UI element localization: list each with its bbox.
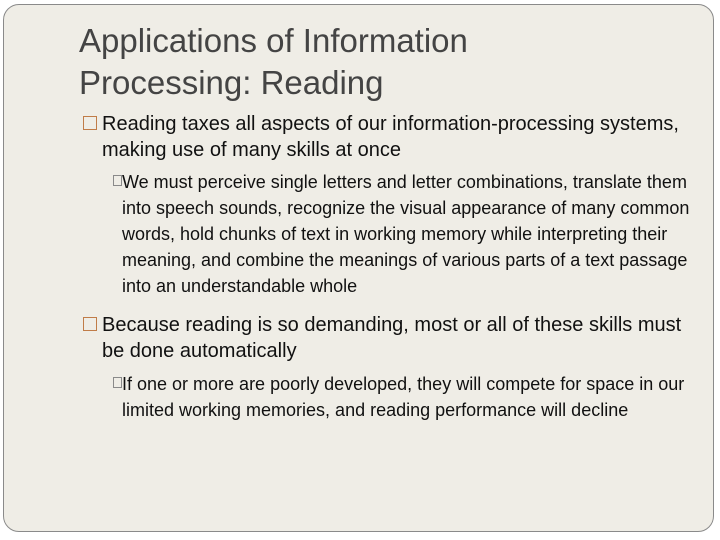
sub-bullet-item	[84, 169, 694, 299]
square-bullet-icon	[113, 377, 122, 388]
sub-bullet-item	[84, 371, 694, 423]
bullet-item	[84, 312, 694, 364]
title-line-2: Processing: Reading	[79, 64, 384, 101]
sub-bullet-text: If one or more are poorly developed, they will compete for space in our limited working memories, and reading performance will decline	[122, 374, 685, 420]
bullet-list	[84, 111, 694, 423]
slide-title	[79, 20, 679, 104]
bullet-item	[84, 111, 694, 163]
sub-bullet-text: We must perceive single letters and letter combinations, translate them into speech sounds, recognize the visual appearance of many common words, hold chunks of text in working memory while interpreting their meaning, and combine the meanings of various parts of a text passage into an understandable whole	[122, 172, 690, 296]
bullet-text: Because reading is so demanding, most or all of these skills must be done automatically	[102, 314, 682, 362]
square-bullet-icon	[83, 116, 97, 130]
square-bullet-icon	[83, 317, 97, 331]
bullet-text: Reading taxes all aspects of our information-processing systems, making use of many skills at once	[102, 113, 679, 161]
square-bullet-icon	[113, 175, 122, 186]
title-line-1: Applications of Information	[79, 22, 468, 59]
